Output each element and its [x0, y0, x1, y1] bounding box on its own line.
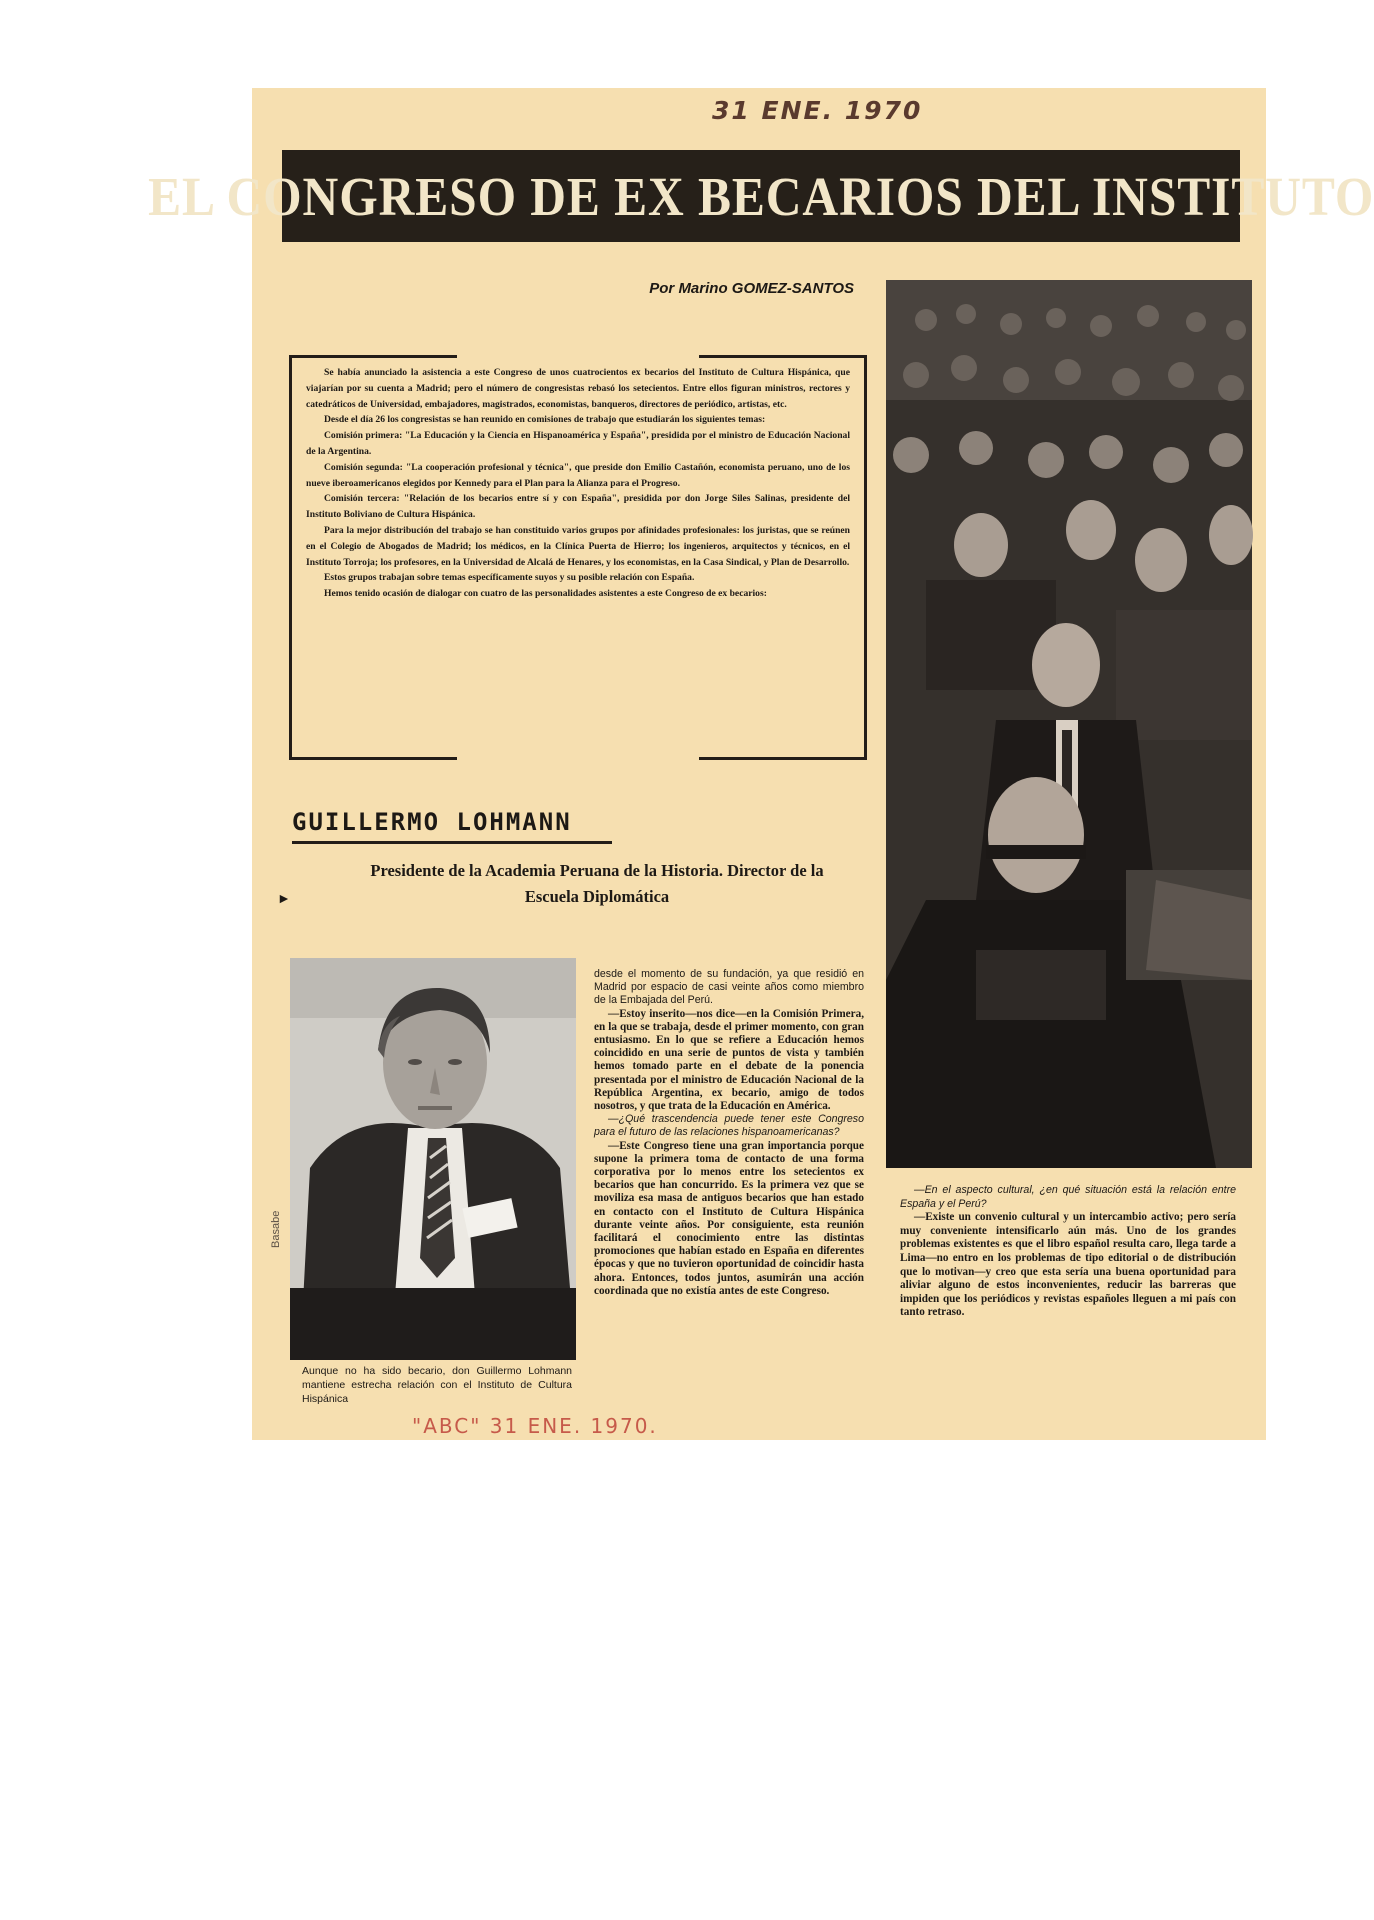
- byline: Por Marino GOMEZ-SANTOS: [649, 280, 854, 297]
- article-column-right: [900, 1184, 1236, 1320]
- arrow-marker: ►: [277, 892, 291, 907]
- intro-paragraph: Desde el día 26 los congresistas se han reunido en comisiones de trabajo que estudiarán los siguientes temas:: [324, 414, 766, 426]
- headline-banner: [147, 150, 1374, 242]
- date-stamp-top: 31 ENE. 1970: [712, 96, 923, 125]
- article-paragraph-question: —En el aspecto cultural, ¿en qué situación está la relación entre España y el Perú?: [900, 1184, 1236, 1210]
- lohmann-portrait-image: [290, 958, 576, 1360]
- photo-caption: Aunque no ha sido becario, don Guillermo Lohmann mantiene estrecha relación con el Instituto de Cultura Hispánica: [302, 1365, 572, 1405]
- intro-paragraph: Se había anunciado la asistencia a este Congreso de unos cuatrocientos ex becarios del Instituto de Cultura Hispánica, que viajarían por su cuenta a Madrid; pero el número de congresistas rebasó los setecientos. Entre ellos figuran ministros, rectores y catedráticos de Universidad, embajadores, magistrados, economistas, banqueros, directores de periódico, artistas, etc.: [306, 367, 850, 410]
- headline: EL CONGRESO DE EX BECARIOS DEL INSTITUTO: [147, 165, 1374, 227]
- article-paragraph-answer: —Estoy inserito—nos dice—en la Comisión Primera, en la que se trabaja, desde el primer momento, con gran entusiasmo. En lo que se refiere a Educación hemos coincidido en una serie de puntos de vista y también hemos tomado parte en el debate de la ponencia presentada por el ministro de Educación Nacional de la República Argentina, ex becario, amigo de todos nosotros, y que trata de la Educación en América.: [594, 1007, 864, 1113]
- interviewee-title: Presidente de la Academia Peruana de la Historia. Director de la Escuela Diplomática: [370, 861, 824, 906]
- intro-text: [306, 365, 850, 602]
- article-paragraph-question: —¿Qué trascendencia puede tener este Congreso para el futuro de las relaciones hispanoamericanas?: [594, 1113, 864, 1139]
- article-paragraph-answer: —Este Congreso tiene una gran importancia porque supone la primera toma de contacto de una forma corporativa por lo menos entre los setecientos ex becarios que han concurrido. Es la primera vez que se moviliza esa masa de antiguos becarios que han estado en contacto con el Instituto de Cultura Hispánica durante veinte años. Por consiguiente, esta reunión facilitará el conocimiento entre las distintas promociones que habían estado en España en diferentes épocas y que no tuvieron oportunidad de coincidir hasta ahora. Entonces, todos juntos, asumirán una acción coordinada que no existía antes de este Congreso.: [594, 1139, 864, 1297]
- intro-paragraph: Hemos tenido ocasión de dialogar con cuatro de las personalidades asistentes a este Congreso de ex becarios:: [324, 588, 767, 600]
- intro-paragraph: Estos grupos trabajan sobre temas específicamente suyos y su posible relación con España.: [324, 572, 695, 584]
- name-rule: [292, 841, 612, 844]
- intro-paragraph: Para la mejor distribución del trabajo se han constituido varios grupos por afinidades profesionales: los juristas, que se reúnen en el Colegio de Abogados de Madrid; los médicos, en la Clínica Puerta de Hierro; los ingenieros, arquitectos y técnicos, en el Instituto Torroja; los profesores, en la Universidad de Alcalá de Henares, y los economistas, en la Casa Sindical, y Plan de Desarrollo.: [306, 524, 850, 568]
- intro-paragraph: Comisión primera: "La Educación y la Ciencia en Hispanoamérica y España", presidida por el ministro de Educación Nacional de la Argentina.: [306, 430, 850, 457]
- audience-photo: [886, 280, 1252, 1168]
- source-stamp-bottom: "ABC" 31 ENE. 1970.: [412, 1414, 658, 1438]
- article-column-middle: [594, 968, 864, 1298]
- intro-paragraph: Comisión segunda: "La cooperación profesional y técnica", que preside don Emilio Castañón, economista peruano, uno de los nueve iberoamericanos elegidos por Kennedy para el Plan para la Alianza para el Progreso.: [306, 461, 850, 489]
- intro-box: [289, 355, 867, 760]
- article-paragraph: desde el momento de su fundación, ya que residió en Madrid por espacio de casi veinte años como miembro de la Embajada del Perú.: [594, 968, 864, 1007]
- photo-credit: Basabe: [270, 1210, 282, 1248]
- newspaper-clipping: [147, 88, 1374, 1440]
- article-paragraph-answer: —Existe un convenio cultural y un intercambio activo; pero sería muy conveniente intensificarlo aún más. Uno de los grandes problemas existentes es que el libro español resulta caro, llega tarde a Lima—no entro en los problemas de tipo editorial o de distribución que lo motivan—y creo que esta sería una buena oportunidad para aliviar alguno de estos inconvenientes, reducir las barreras que impiden que los periódicos y revistas españoles lleguen a mi país con tanto retraso.: [900, 1211, 1236, 1319]
- audience-photo-image: [886, 280, 1252, 1168]
- intro-paragraph: Comisión tercera: "Relación de los becarios entre sí y con España", presidida por don Jorge Siles Salinas, presidente del Instituto Boliviano de Cultura Hispánica.: [306, 493, 850, 521]
- lohmann-portrait: [290, 958, 576, 1360]
- interviewee-name: GUILLERMO LOHMANN: [292, 808, 572, 836]
